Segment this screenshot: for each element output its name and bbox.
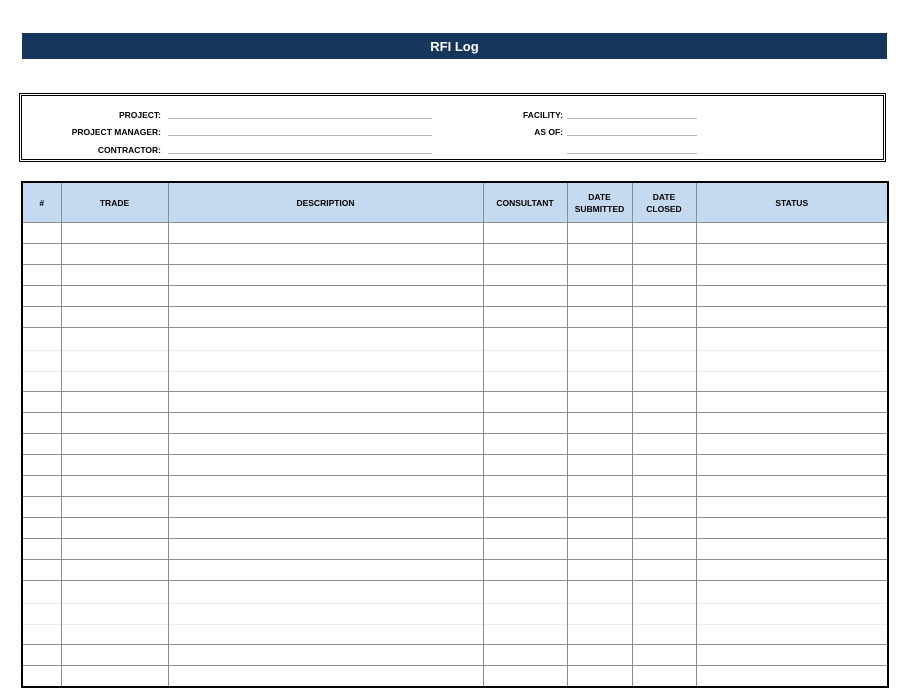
table-row (22, 286, 888, 307)
cell-trade[interactable] (61, 265, 168, 286)
cell-description[interactable] (168, 476, 483, 497)
cell-consultant[interactable] (483, 455, 567, 476)
cell-trade[interactable] (61, 645, 168, 666)
contractor-field[interactable] (168, 153, 432, 154)
cell-number[interactable] (22, 265, 61, 286)
table-row (22, 223, 888, 244)
facility-label: FACILITY: (523, 110, 563, 120)
cell-consultant[interactable] (483, 265, 567, 286)
cell-status[interactable] (696, 581, 888, 645)
cell-description[interactable] (168, 560, 483, 581)
table-header-row (22, 182, 888, 223)
table-row (22, 539, 888, 560)
cell-date-submitted[interactable] (567, 223, 632, 244)
cell-consultant[interactable] (483, 244, 567, 265)
cell-date-submitted[interactable] (567, 666, 632, 688)
cell-description[interactable] (168, 434, 483, 455)
table-body (22, 223, 888, 688)
cell-trade[interactable] (61, 581, 168, 645)
table-row (22, 307, 888, 328)
page-title: RFI Log (22, 33, 887, 59)
cell-number[interactable] (22, 328, 61, 392)
cell-description[interactable] (168, 581, 483, 645)
cell-description[interactable] (168, 392, 483, 413)
facility-field[interactable] (567, 118, 697, 119)
project-manager-field[interactable] (168, 135, 432, 136)
cell-date-submitted[interactable] (567, 645, 632, 666)
cell-date-submitted[interactable] (567, 476, 632, 497)
cell-description[interactable] (168, 328, 483, 392)
cell-number[interactable] (22, 645, 61, 666)
cell-trade[interactable] (61, 307, 168, 328)
table-row (22, 413, 888, 434)
column-header-consultant: CONSULTANT (483, 182, 567, 223)
project-manager-label: PROJECT MANAGER: (71, 127, 161, 137)
cell-description[interactable] (168, 455, 483, 476)
extra-field[interactable] (567, 153, 697, 154)
cell-number[interactable] (22, 666, 61, 688)
cell-description[interactable] (168, 265, 483, 286)
cell-date-closed[interactable] (632, 455, 696, 476)
cell-consultant[interactable] (483, 328, 567, 392)
table-row (22, 328, 888, 392)
cell-number[interactable] (22, 581, 61, 645)
cell-consultant[interactable] (483, 434, 567, 455)
cell-trade[interactable] (61, 497, 168, 518)
cell-number[interactable] (22, 413, 61, 434)
cell-trade[interactable] (61, 476, 168, 497)
cell-status[interactable] (696, 645, 888, 666)
cell-consultant[interactable] (483, 286, 567, 307)
contractor-label: CONTRACTOR: (97, 145, 161, 155)
table-row (22, 645, 888, 666)
cell-number[interactable] (22, 392, 61, 413)
cell-consultant[interactable] (483, 518, 567, 539)
cell-date-closed[interactable] (632, 497, 696, 518)
as-of-label: AS OF: (534, 127, 563, 137)
table-row (22, 455, 888, 476)
cell-number[interactable] (22, 539, 61, 560)
cell-date-submitted[interactable] (567, 455, 632, 476)
cell-trade[interactable] (61, 539, 168, 560)
cell-date-closed[interactable] (632, 666, 696, 688)
cell-trade[interactable] (61, 455, 168, 476)
cell-date-closed[interactable] (632, 328, 696, 392)
column-header-date-closed: DATE CLOSED (632, 182, 696, 223)
cell-trade[interactable] (61, 560, 168, 581)
cell-trade[interactable] (61, 434, 168, 455)
cell-number[interactable] (22, 286, 61, 307)
cell-consultant[interactable] (483, 413, 567, 434)
cell-status[interactable] (696, 518, 888, 539)
cell-description[interactable] (168, 286, 483, 307)
cell-description[interactable] (168, 307, 483, 328)
cell-date-submitted[interactable] (567, 497, 632, 518)
cell-date-submitted[interactable] (567, 518, 632, 539)
cell-number[interactable] (22, 518, 61, 539)
cell-date-submitted[interactable] (567, 434, 632, 455)
cell-date-submitted[interactable] (567, 539, 632, 560)
cell-date-closed[interactable] (632, 560, 696, 581)
cell-status[interactable] (696, 666, 888, 688)
cell-date-submitted[interactable] (567, 328, 632, 392)
cell-number[interactable] (22, 476, 61, 497)
table-row (22, 434, 888, 455)
cell-status[interactable] (696, 286, 888, 307)
cell-number[interactable] (22, 434, 61, 455)
cell-consultant[interactable] (483, 560, 567, 581)
cell-number[interactable] (22, 497, 61, 518)
cell-status[interactable] (696, 476, 888, 497)
cell-description[interactable] (168, 413, 483, 434)
cell-number[interactable] (22, 244, 61, 265)
cell-trade[interactable] (61, 666, 168, 688)
cell-status[interactable] (696, 434, 888, 455)
cell-status[interactable] (696, 413, 888, 434)
cell-status[interactable] (696, 244, 888, 265)
cell-date-closed[interactable] (632, 476, 696, 497)
cell-consultant[interactable] (483, 307, 567, 328)
cell-description[interactable] (168, 645, 483, 666)
rfi-log-table (21, 181, 889, 688)
cell-status[interactable] (696, 328, 888, 392)
cell-description[interactable] (168, 539, 483, 560)
cell-consultant[interactable] (483, 539, 567, 560)
cell-description[interactable] (168, 666, 483, 688)
cell-description[interactable] (168, 497, 483, 518)
project-info-box (19, 93, 886, 162)
cell-date-closed[interactable] (632, 286, 696, 307)
cell-trade[interactable] (61, 223, 168, 244)
cell-date-submitted[interactable] (567, 560, 632, 581)
cell-date-submitted[interactable] (567, 581, 632, 645)
cell-date-closed[interactable] (632, 413, 696, 434)
cell-trade[interactable] (61, 518, 168, 539)
cell-date-closed[interactable] (632, 392, 696, 413)
cell-date-closed[interactable] (632, 645, 696, 666)
cell-date-closed[interactable] (632, 434, 696, 455)
cell-consultant[interactable] (483, 476, 567, 497)
cell-number[interactable] (22, 307, 61, 328)
cell-trade[interactable] (61, 244, 168, 265)
cell-date-submitted[interactable] (567, 244, 632, 265)
cell-consultant[interactable] (483, 581, 567, 645)
table-row (22, 560, 888, 581)
cell-date-submitted[interactable] (567, 307, 632, 328)
cell-date-closed[interactable] (632, 539, 696, 560)
cell-date-submitted[interactable] (567, 392, 632, 413)
cell-status[interactable] (696, 265, 888, 286)
cell-date-closed[interactable] (632, 265, 696, 286)
cell-trade[interactable] (61, 328, 168, 392)
cell-number[interactable] (22, 455, 61, 476)
table-row (22, 244, 888, 265)
cell-date-submitted[interactable] (567, 265, 632, 286)
table-row (22, 666, 888, 688)
column-header-trade: TRADE (61, 182, 168, 223)
cell-status[interactable] (696, 392, 888, 413)
table-row (22, 518, 888, 539)
table-row (22, 581, 888, 645)
cell-consultant[interactable] (483, 645, 567, 666)
cell-consultant[interactable] (483, 223, 567, 244)
cell-date-closed[interactable] (632, 518, 696, 539)
cell-consultant[interactable] (483, 666, 567, 688)
table-row (22, 265, 888, 286)
cell-date-submitted[interactable] (567, 413, 632, 434)
cell-number[interactable] (22, 560, 61, 581)
cell-trade[interactable] (61, 286, 168, 307)
cell-date-submitted[interactable] (567, 286, 632, 307)
cell-description[interactable] (168, 518, 483, 539)
project-label: PROJECT: (118, 110, 161, 120)
cell-trade[interactable] (61, 392, 168, 413)
cell-date-closed[interactable] (632, 244, 696, 265)
cell-status[interactable] (696, 307, 888, 328)
column-header-status: STATUS (696, 182, 888, 223)
project-field[interactable] (168, 118, 432, 119)
cell-consultant[interactable] (483, 497, 567, 518)
column-header-date-submitted: DATE SUBMITTED (567, 182, 632, 223)
cell-status[interactable] (696, 497, 888, 518)
cell-trade[interactable] (61, 413, 168, 434)
cell-date-closed[interactable] (632, 307, 696, 328)
cell-consultant[interactable] (483, 392, 567, 413)
cell-date-closed[interactable] (632, 581, 696, 645)
cell-status[interactable] (696, 560, 888, 581)
cell-date-closed[interactable] (632, 223, 696, 244)
cell-description[interactable] (168, 244, 483, 265)
cell-number[interactable] (22, 223, 61, 244)
as-of-field[interactable] (567, 135, 697, 136)
table-row (22, 392, 888, 413)
cell-description[interactable] (168, 223, 483, 244)
column-header-number: # (22, 182, 61, 223)
cell-status[interactable] (696, 223, 888, 244)
cell-status[interactable] (696, 539, 888, 560)
cell-status[interactable] (696, 455, 888, 476)
table-row (22, 497, 888, 518)
table-row (22, 476, 888, 497)
column-header-description: DESCRIPTION (168, 182, 483, 223)
